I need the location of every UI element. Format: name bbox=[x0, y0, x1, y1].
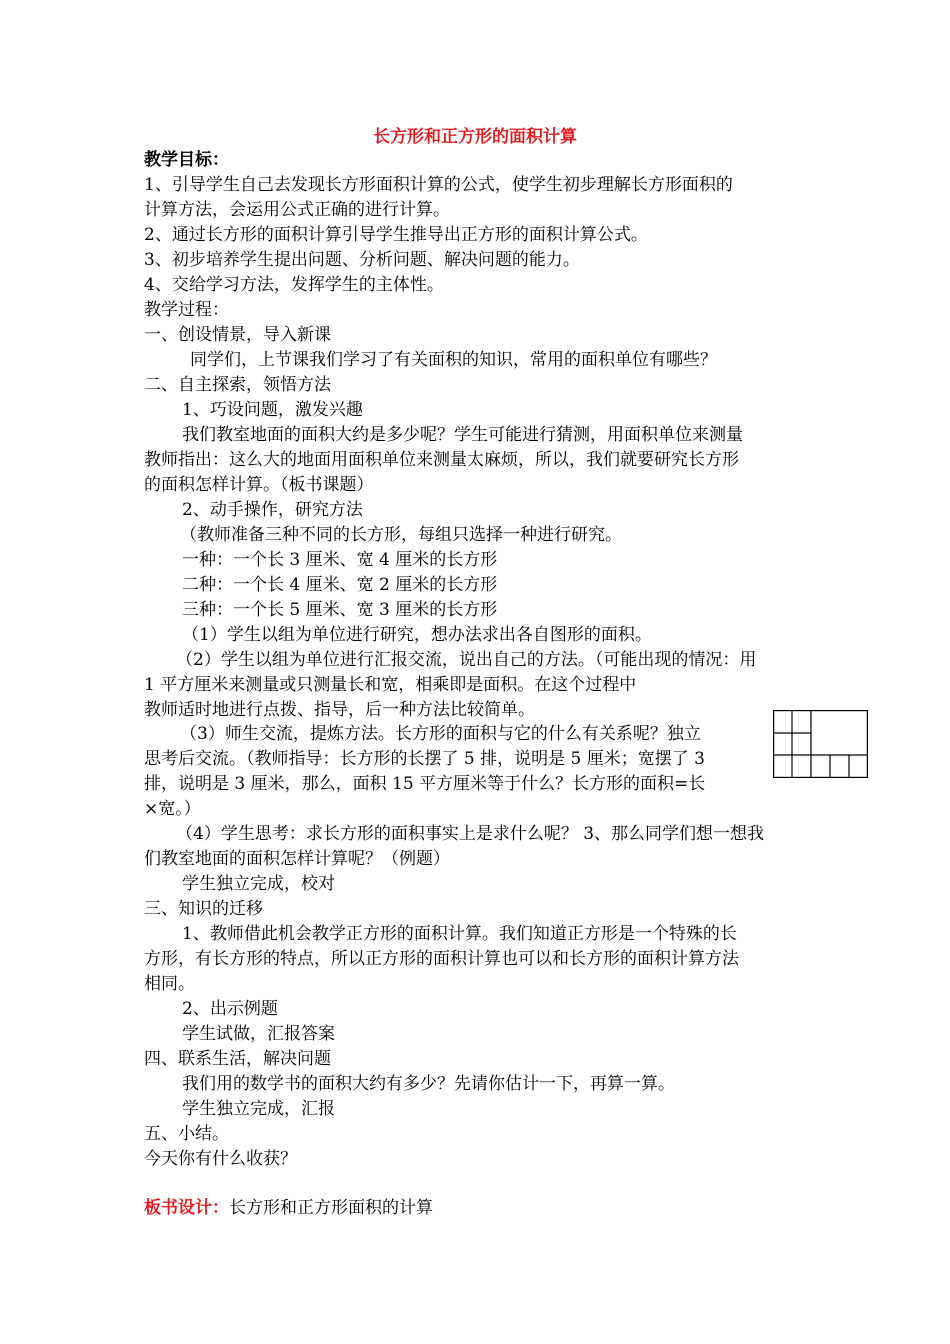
text-line: 1 平方厘米来测量或只测量长和宽，相乘即是面积。在这个过程中 bbox=[144, 675, 637, 695]
text-line: 的面积怎样计算。（板书课题） bbox=[144, 475, 374, 495]
text-line: 计算方法，会运用公式正确的进行计算。 bbox=[144, 200, 450, 220]
text-line: 3、初步培养学生提出问题、分析问题、解决问题的能力。 bbox=[144, 250, 580, 270]
text-line: 相同。 bbox=[144, 974, 195, 994]
text-line: （2）学生以组为单位进行汇报交流，说出自己的方法。（可能出现的情况：用 bbox=[176, 650, 757, 670]
text-line: 我们用的数学书的面积大约有多少？先请你估计一下，再算一算。 bbox=[182, 1074, 675, 1094]
text-line: 思考后交流。（教师指导：长方形的长摆了 5 排，说明是 5 厘米；宽摆了 3 bbox=[144, 749, 705, 769]
board-design bbox=[144, 1196, 433, 1220]
text-line: 方形，有长方形的特点，所以正方形的面积计算也可以和长方形的面积计算方法 bbox=[144, 949, 739, 969]
subsection-heading: 1、巧设问题，激发兴趣 bbox=[182, 400, 363, 420]
text-line: 教师指出：这么大的地面用面积单位来测量太麻烦，所以，我们就要研究长方形 bbox=[144, 450, 739, 470]
text-line: （教师准备三种不同的长方形，每组只选择一种进行研究。 bbox=[180, 525, 622, 545]
unit-square-grid bbox=[773, 710, 868, 778]
text-line: （1）学生以组为单位进行研究，想办法求出各自图形的面积。 bbox=[182, 625, 652, 645]
section-heading: 二、自主探索，领悟方法 bbox=[144, 375, 331, 395]
text-line: 教师适时地进行点拨、指导，后一种方法比较简单。 bbox=[144, 700, 535, 720]
objectives-heading: 教学目标： bbox=[144, 150, 229, 170]
text-line: （4）学生思考：求长方形的面积事实上是求什么呢？ 3、那么同学们想一想我 bbox=[176, 824, 765, 844]
text-line: 一种：一个长 3 厘米、宽 4 厘米的长方形 bbox=[182, 550, 498, 570]
board-design-text: 长方形和正方形面积的计算 bbox=[229, 1198, 433, 1218]
text-line: 三种：一个长 5 厘米、宽 3 厘米的长方形 bbox=[182, 600, 498, 620]
text-line: 学生独立完成，汇报 bbox=[182, 1099, 335, 1119]
subsection-heading: 2、动手操作，研究方法 bbox=[182, 500, 363, 520]
section-heading: 五、小结。 bbox=[144, 1124, 229, 1144]
text-line: 2、通过长方形的面积计算引导学生推导出正方形的面积计算公式。 bbox=[144, 225, 648, 245]
text-line: 二种：一个长 4 厘米、宽 2 厘米的长方形 bbox=[182, 575, 498, 595]
text-line: 学生试做，汇报答案 bbox=[182, 1024, 335, 1044]
section-heading: 一、创设情景，导入新课 bbox=[144, 325, 331, 345]
board-design-label: 板书设计： bbox=[144, 1198, 229, 1218]
text-line: 排，说明是 3 厘米，那么，面积 15 平方厘米等于什么？长方形的面积=长 bbox=[144, 774, 706, 794]
text-line: 今天你有什么收获？ bbox=[144, 1149, 297, 1169]
section-heading: 四、联系生活，解决问题 bbox=[144, 1049, 331, 1069]
document-title: 长方形和正方形的面积计算 bbox=[373, 127, 577, 147]
text-line: 我们教室地面的面积大约是多少呢？学生可能进行猜测，用面积单位来测量 bbox=[182, 425, 743, 445]
grid-outer-rect bbox=[774, 711, 868, 778]
text-line: 1、引导学生自己去发现长方形面积计算的公式，使学生初步理解长方形面积的 bbox=[144, 175, 733, 195]
text-line: ×宽。） bbox=[144, 799, 201, 819]
text-line: 同学们，上节课我们学习了有关面积的知识，常用的面积单位有哪些？ bbox=[190, 350, 717, 370]
text-line: 们教室地面的面积怎样计算呢？（例题） bbox=[144, 849, 450, 869]
section-heading: 三、知识的迁移 bbox=[144, 899, 263, 919]
text-line: 学生独立完成，校对 bbox=[182, 874, 335, 894]
text-line: 4、交给学习方法，发挥学生的主体性。 bbox=[144, 275, 444, 295]
text-line: 1、教师借此机会教学正方形的面积计算。我们知道正方形是一个特殊的长 bbox=[182, 924, 737, 944]
text-line: （3）师生交流，提炼方法。长方形的面积与它的什么有关系呢？独立 bbox=[180, 724, 701, 744]
subsection-heading: 2、出示例题 bbox=[182, 999, 278, 1019]
section-heading: 教学过程： bbox=[144, 300, 229, 320]
